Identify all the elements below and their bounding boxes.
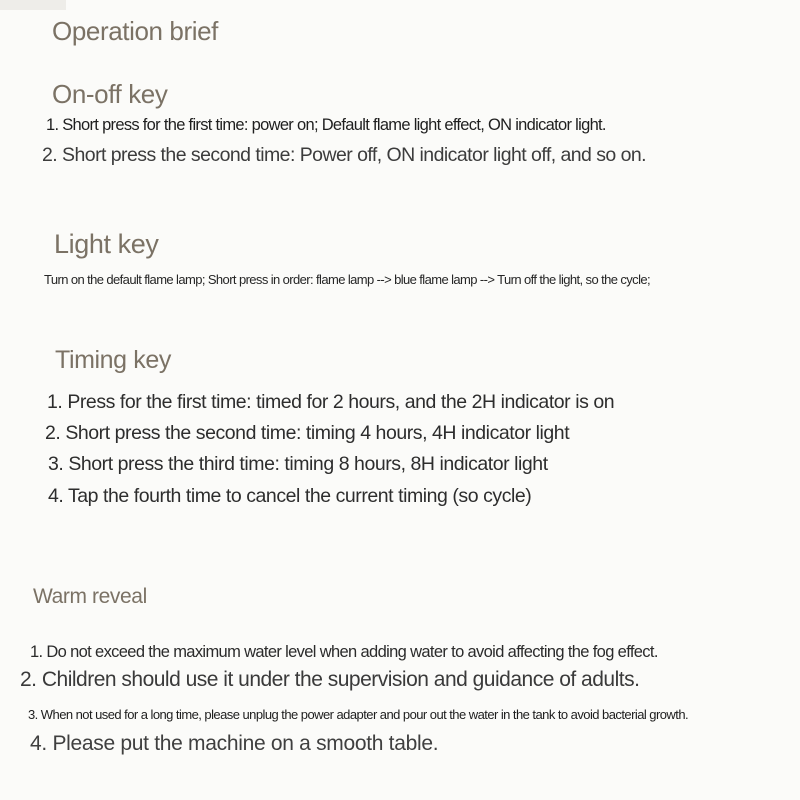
- warm-tip-3: 3. When not used for a long time, please unplug the power adapter and pour out the water in the tank to avoid bacterial growth.: [28, 707, 689, 722]
- timing-instruction-2: 2. Short press the second time: timing 4 hours, 4H indicator light: [45, 422, 570, 444]
- page-title: Operation brief: [52, 16, 218, 46]
- section-heading-onoff-key: On-off key: [52, 79, 168, 109]
- onoff-instruction-1: 1. Short press for the first time: power on; Default flame light effect, ON indicator light.: [46, 116, 606, 134]
- warm-tip-2: 2. Children should use it under the supervision and guidance of adults.: [20, 668, 640, 691]
- light-key-instruction: Turn on the default flame lamp; Short press in order: flame lamp --> blue flame lamp --> Turn off the light, so the cycle;: [44, 272, 651, 287]
- warm-tip-4: 4. Please put the machine on a smooth table.: [30, 732, 439, 755]
- section-heading-timing-key: Timing key: [55, 346, 171, 374]
- section-heading-light-key: Light key: [54, 229, 159, 259]
- timing-instruction-4: 4. Tap the fourth time to cancel the current timing (so cycle): [48, 485, 532, 507]
- warm-tip-1: 1. Do not exceed the maximum water level when adding water to avoid affecting the fog effect.: [30, 643, 658, 661]
- timing-instruction-3: 3. Short press the third time: timing 8 hours, 8H indicator light: [48, 453, 548, 475]
- timing-instruction-1: 1. Press for the first time: timed for 2 hours, and the 2H indicator is on: [47, 391, 615, 413]
- section-heading-warm-reveal: Warm reveal: [33, 585, 147, 608]
- scan-artifact-band: [0, 0, 66, 10]
- onoff-instruction-2: 2. Short press the second time: Power off, ON indicator light off, and so on.: [42, 144, 647, 166]
